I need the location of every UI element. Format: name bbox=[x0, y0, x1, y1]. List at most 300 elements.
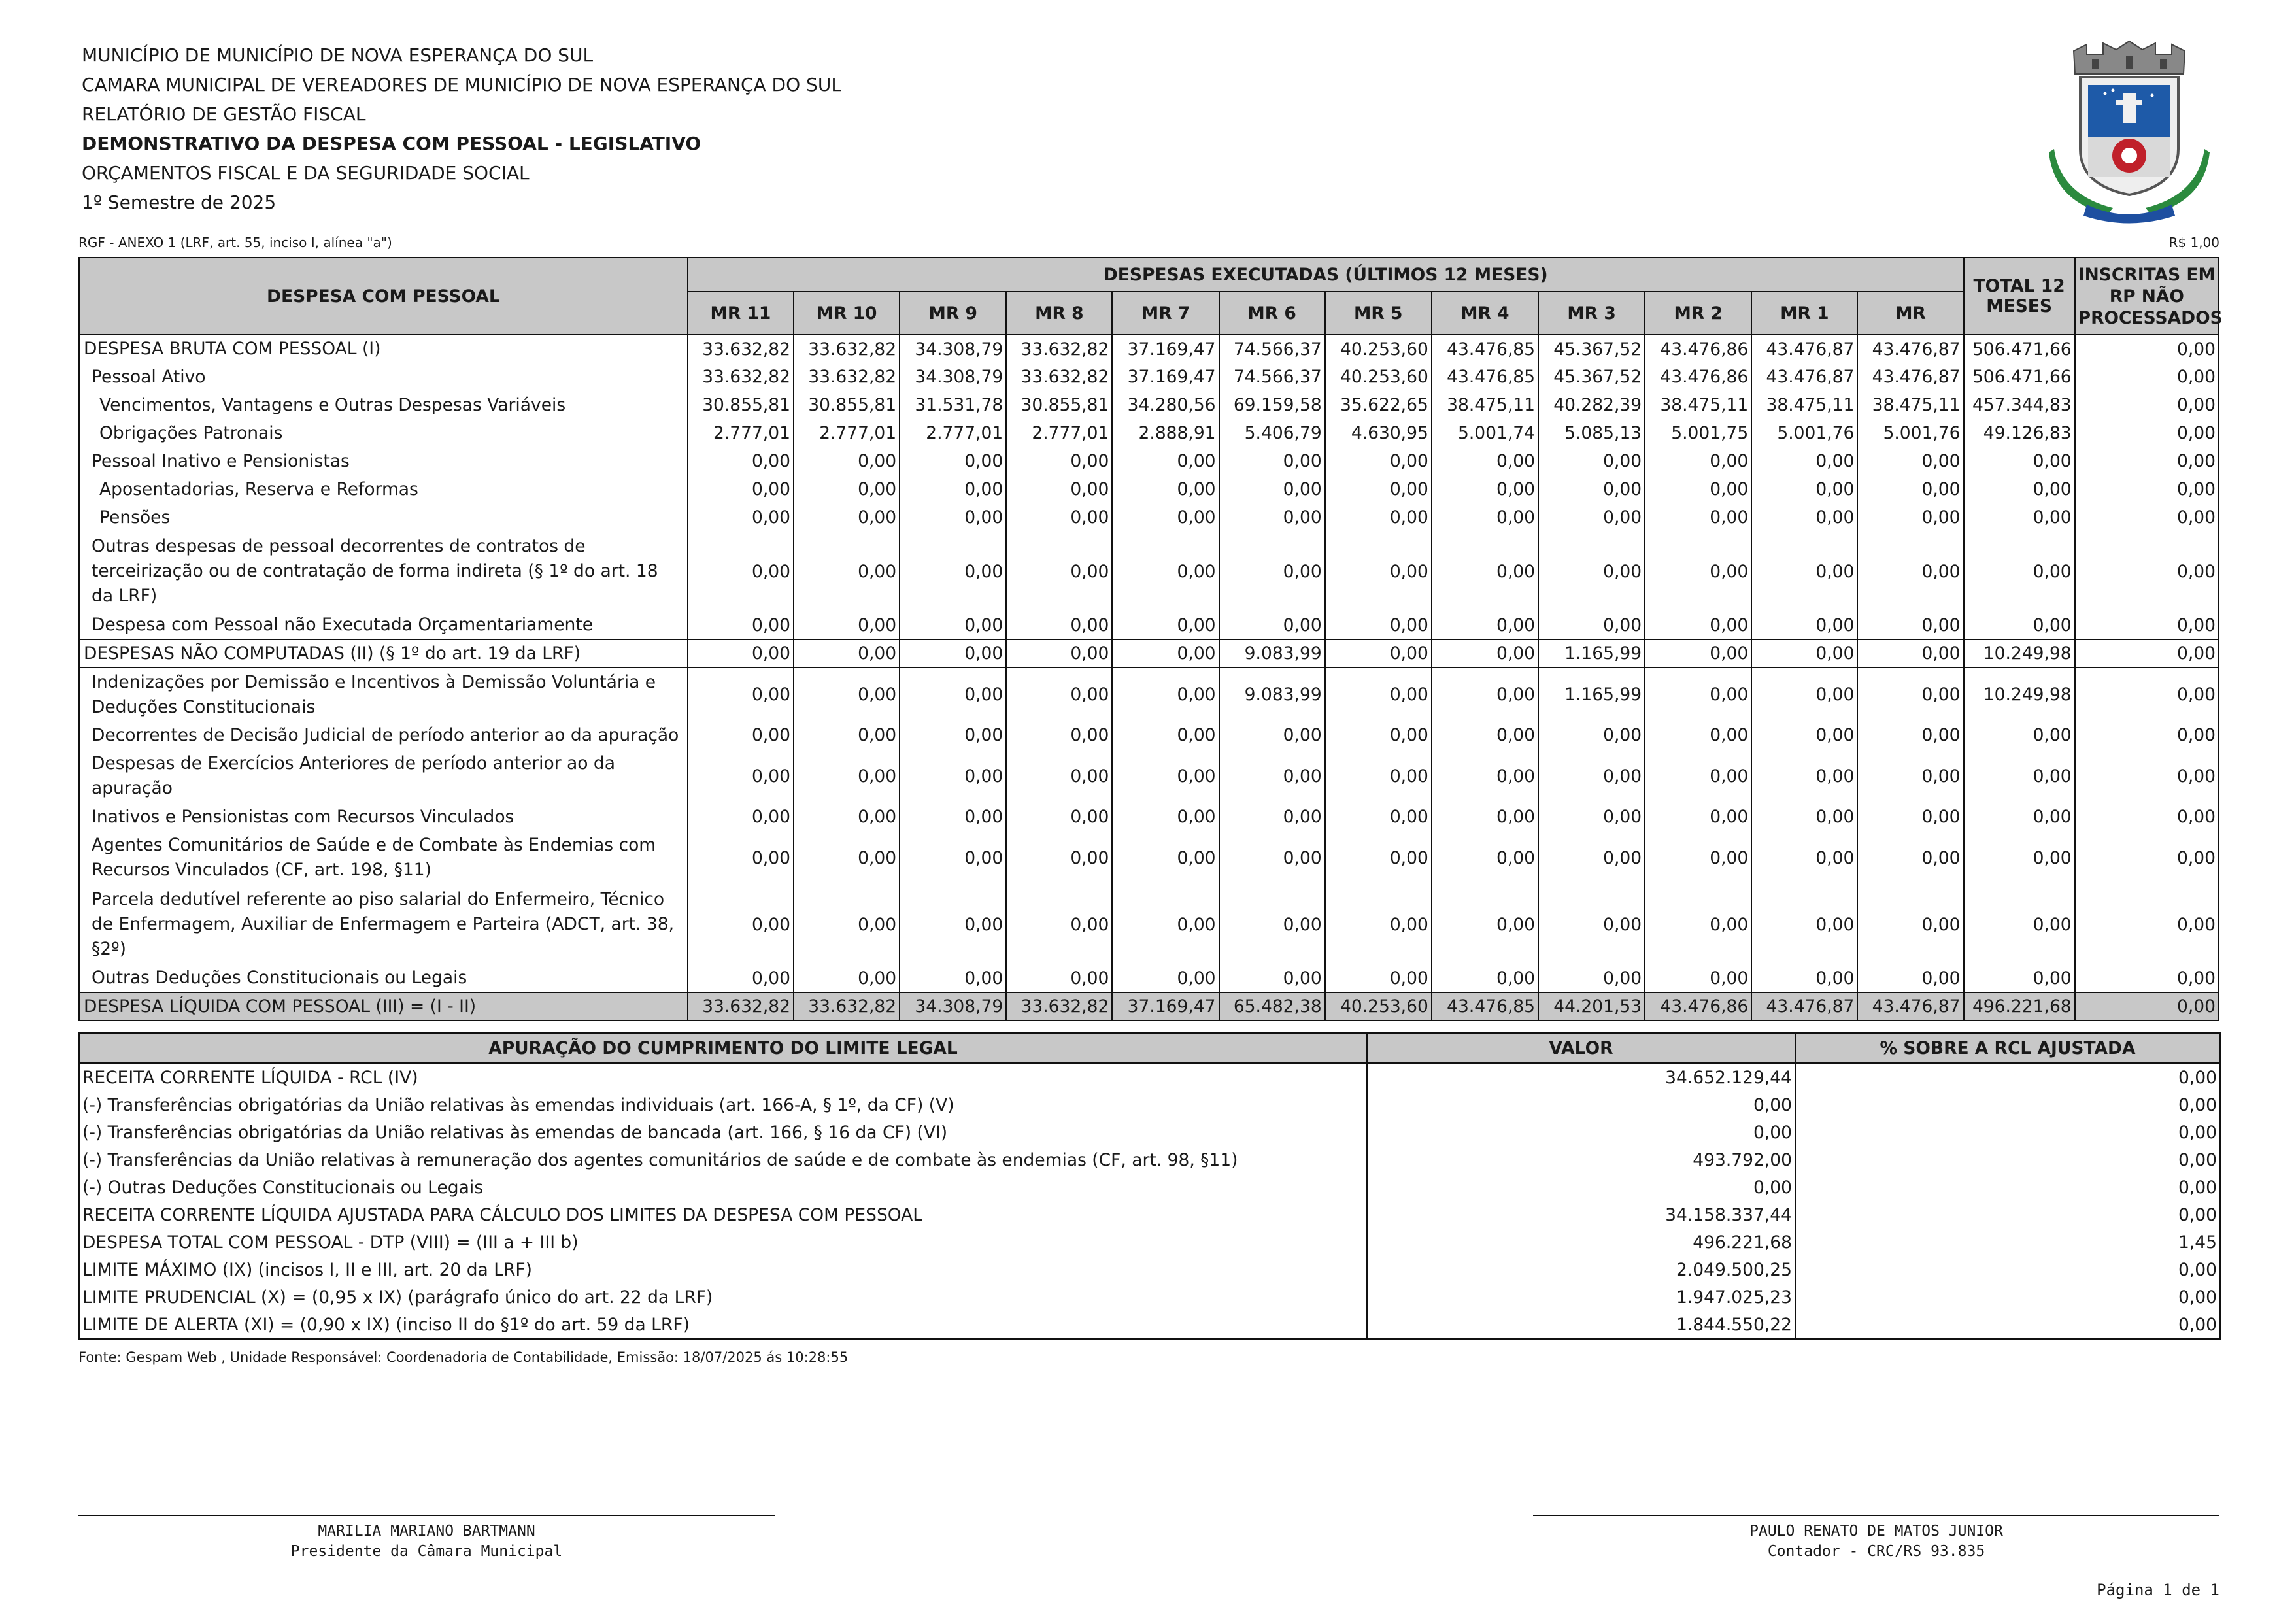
cell-value: 0,00 bbox=[1751, 503, 1857, 532]
cell-value: 0,00 bbox=[1006, 639, 1112, 668]
cell-value: 0,00 bbox=[1432, 475, 1538, 503]
table-row bbox=[79, 363, 2219, 391]
cell-value: 0,00 bbox=[1857, 885, 1963, 964]
cell-value: 0,00 bbox=[900, 964, 1006, 992]
cell-value: 0,00 bbox=[1538, 611, 1645, 639]
cell-value: 0,00 bbox=[794, 885, 900, 964]
col-header-month: MR 4 bbox=[1432, 292, 1538, 335]
row-label: Parcela dedutível referente ao piso salarial do Enfermeiro, Técnico de Enfermagem, Auxiliar de Enfermagem e Parteira (ADCT, art. 38, §2º) bbox=[79, 885, 688, 964]
row-label: Decorrentes de Decisão Judicial de período anterior ao da apuração bbox=[79, 721, 688, 749]
cell-value: 0,00 bbox=[794, 831, 900, 885]
cell-value: 34.308,79 bbox=[900, 335, 1006, 363]
cell-value: 0,00 bbox=[794, 447, 900, 475]
table-row bbox=[79, 532, 2219, 611]
cell-value: 0,00 bbox=[688, 503, 794, 532]
cell-value: 34.158.337,44 bbox=[1367, 1201, 1795, 1228]
cell-value: 0,00 bbox=[794, 639, 900, 668]
cell-value: 37.169,47 bbox=[1112, 992, 1219, 1021]
cell-value: 33.632,82 bbox=[794, 363, 900, 391]
cell-value: 0,00 bbox=[1112, 611, 1219, 639]
col-header-total: TOTAL 12 MESES bbox=[1964, 258, 2075, 335]
cell-value: 0,00 bbox=[2075, 803, 2219, 831]
legal-limit-table bbox=[78, 1032, 2221, 1340]
signature-name: PAULO RENATO DE MATOS JUNIOR bbox=[1749, 1523, 2003, 1540]
cell-value: 0,00 bbox=[2075, 503, 2219, 532]
cell-value: 43.476,85 bbox=[1432, 992, 1538, 1021]
cell-value: 0,00 bbox=[1367, 1174, 1795, 1201]
cell-percent: 0,00 bbox=[1795, 1256, 2220, 1283]
cell-value: 34.308,79 bbox=[900, 363, 1006, 391]
cell-percent: 0,00 bbox=[1795, 1311, 2220, 1339]
cell-value: 9.083,99 bbox=[1219, 668, 1325, 721]
row-label: Obrigações Patronais bbox=[79, 419, 688, 447]
cell-value: 0,00 bbox=[1367, 1119, 1795, 1146]
cell-value: 0,00 bbox=[688, 447, 794, 475]
cell-value: 43.476,85 bbox=[1432, 363, 1538, 391]
cell-value: 43.476,87 bbox=[1857, 363, 1963, 391]
cell-value: 0,00 bbox=[2075, 721, 2219, 749]
cell-value: 0,00 bbox=[1645, 721, 1751, 749]
cell-value: 33.632,82 bbox=[1006, 363, 1112, 391]
cell-value: 0,00 bbox=[1751, 668, 1857, 721]
row-label: Pessoal Ativo bbox=[79, 363, 688, 391]
cell-value: 0,00 bbox=[1219, 803, 1325, 831]
period: 1º Semestre de 2025 bbox=[82, 192, 277, 213]
cell-value: 0,00 bbox=[1964, 803, 2075, 831]
signature-name: MARILIA MARIANO BARTMANN bbox=[318, 1523, 535, 1540]
cell-value: 0,00 bbox=[1006, 503, 1112, 532]
table-row bbox=[79, 419, 2219, 447]
cell-value: 0,00 bbox=[794, 964, 900, 992]
table-row bbox=[79, 335, 2219, 363]
row-label: (-) Transferências obrigatórias da União relativas às emendas de bancada (art. 166, § 16 da CF) (VI) bbox=[79, 1119, 1367, 1146]
cell-value: 0,00 bbox=[688, 611, 794, 639]
col-header-percent: % SOBRE A RCL AJUSTADA bbox=[1795, 1033, 2220, 1063]
cell-value: 0,00 bbox=[2075, 532, 2219, 611]
row-label: DESPESA LÍQUIDA COM PESSOAL (III) = (I - II) bbox=[79, 992, 688, 1021]
signature-accountant bbox=[1533, 1515, 2219, 1562]
cell-value: 0,00 bbox=[1857, 721, 1963, 749]
cell-value: 74.566,37 bbox=[1219, 363, 1325, 391]
col-header-month: MR bbox=[1857, 292, 1963, 335]
cell-value: 0,00 bbox=[1006, 803, 1112, 831]
cell-value: 37.169,47 bbox=[1112, 363, 1219, 391]
cell-value: 0,00 bbox=[900, 721, 1006, 749]
cell-value: 0,00 bbox=[1006, 475, 1112, 503]
cell-value: 0,00 bbox=[1751, 532, 1857, 611]
cell-value: 43.476,87 bbox=[1857, 992, 1963, 1021]
col-header-month: MR 3 bbox=[1538, 292, 1645, 335]
cell-value: 0,00 bbox=[1006, 668, 1112, 721]
cell-value: 2.777,01 bbox=[1006, 419, 1112, 447]
cell-value: 0,00 bbox=[1538, 532, 1645, 611]
report-header bbox=[82, 41, 841, 217]
cell-value: 31.531,78 bbox=[900, 391, 1006, 419]
cell-value: 33.632,82 bbox=[1006, 335, 1112, 363]
col-header-description: DESPESA COM PESSOAL bbox=[79, 258, 688, 335]
table-row bbox=[79, 992, 2219, 1021]
col-header-month: MR 8 bbox=[1006, 292, 1112, 335]
row-label: DESPESA TOTAL COM PESSOAL - DTP (VIII) = (III a + III b) bbox=[79, 1228, 1367, 1256]
table-row bbox=[79, 1201, 2220, 1228]
cell-value: 5.001,76 bbox=[1857, 419, 1963, 447]
col-header-month: MR 9 bbox=[900, 292, 1006, 335]
cell-value: 493.792,00 bbox=[1367, 1146, 1795, 1174]
cell-value: 0,00 bbox=[1112, 639, 1219, 668]
row-label: Inativos e Pensionistas com Recursos Vinculados bbox=[79, 803, 688, 831]
cell-value: 0,00 bbox=[794, 475, 900, 503]
table-row bbox=[79, 475, 2219, 503]
budget-scope: ORÇAMENTOS FISCAL E DA SEGURIDADE SOCIAL bbox=[82, 162, 530, 184]
cell-value: 43.476,87 bbox=[1751, 363, 1857, 391]
cell-value: 0,00 bbox=[1432, 532, 1538, 611]
cell-value: 0,00 bbox=[2075, 391, 2219, 419]
cell-value: 1.947.025,23 bbox=[1367, 1283, 1795, 1311]
cell-value: 0,00 bbox=[1006, 964, 1112, 992]
cell-value: 0,00 bbox=[1219, 475, 1325, 503]
signature-role: Presidente da Câmara Municipal bbox=[290, 1543, 563, 1560]
cell-value: 74.566,37 bbox=[1219, 335, 1325, 363]
cell-value: 0,00 bbox=[1325, 639, 1432, 668]
cell-value: 0,00 bbox=[1219, 503, 1325, 532]
cell-value: 4.630,95 bbox=[1325, 419, 1432, 447]
row-label: LIMITE PRUDENCIAL (X) = (0,95 x IX) (parágrafo único do art. 22 da LRF) bbox=[79, 1283, 1367, 1311]
cell-value: 30.855,81 bbox=[688, 391, 794, 419]
cell-value: 0,00 bbox=[2075, 447, 2219, 475]
cell-percent: 0,00 bbox=[1795, 1283, 2220, 1311]
cell-value: 0,00 bbox=[1367, 1091, 1795, 1119]
cell-value: 43.476,87 bbox=[1751, 992, 1857, 1021]
cell-value: 0,00 bbox=[1645, 668, 1751, 721]
cell-value: 69.159,58 bbox=[1219, 391, 1325, 419]
cell-value: 0,00 bbox=[2075, 831, 2219, 885]
cell-value: 0,00 bbox=[1751, 885, 1857, 964]
cell-value: 0,00 bbox=[1325, 475, 1432, 503]
cell-value: 0,00 bbox=[794, 503, 900, 532]
cell-value: 43.476,85 bbox=[1432, 335, 1538, 363]
cell-value: 0,00 bbox=[1006, 831, 1112, 885]
cell-value: 33.632,82 bbox=[688, 992, 794, 1021]
cell-value: 1.844.550,22 bbox=[1367, 1311, 1795, 1339]
cell-value: 506.471,66 bbox=[1964, 363, 2075, 391]
cell-value: 2.888,91 bbox=[1112, 419, 1219, 447]
cell-value: 43.476,86 bbox=[1645, 335, 1751, 363]
cell-value: 0,00 bbox=[1538, 503, 1645, 532]
row-label: Despesa com Pessoal não Executada Orçamentariamente bbox=[79, 611, 688, 639]
row-label: (-) Outras Deduções Constitucionais ou Legais bbox=[79, 1174, 1367, 1201]
cell-value: 0,00 bbox=[794, 749, 900, 803]
cell-value: 0,00 bbox=[1964, 532, 2075, 611]
cell-value: 0,00 bbox=[1219, 447, 1325, 475]
cell-value: 34.652.129,44 bbox=[1367, 1063, 1795, 1091]
cell-value: 0,00 bbox=[688, 475, 794, 503]
cell-value: 0,00 bbox=[1325, 611, 1432, 639]
cell-value: 0,00 bbox=[900, 503, 1006, 532]
cell-value: 0,00 bbox=[1645, 503, 1751, 532]
table-row bbox=[79, 1311, 2220, 1339]
cell-value: 0,00 bbox=[1751, 447, 1857, 475]
cell-value: 0,00 bbox=[1751, 639, 1857, 668]
municipality-title: MUNICÍPIO DE MUNICÍPIO DE NOVA ESPERANÇA DO SUL bbox=[82, 44, 594, 66]
cell-value: 33.632,82 bbox=[794, 335, 900, 363]
cell-value: 0,00 bbox=[1432, 885, 1538, 964]
cell-value: 0,00 bbox=[1857, 639, 1963, 668]
cell-value: 0,00 bbox=[900, 447, 1006, 475]
table-row bbox=[79, 721, 2219, 749]
col-header-month: MR 6 bbox=[1219, 292, 1325, 335]
cell-percent: 0,00 bbox=[1795, 1174, 2220, 1201]
table-row bbox=[79, 447, 2219, 475]
cell-value: 0,00 bbox=[900, 831, 1006, 885]
cell-value: 0,00 bbox=[1219, 749, 1325, 803]
cell-value: 38.475,11 bbox=[1645, 391, 1751, 419]
cell-value: 0,00 bbox=[1964, 749, 2075, 803]
cell-value: 0,00 bbox=[1325, 749, 1432, 803]
cell-value: 5.001,74 bbox=[1432, 419, 1538, 447]
table-row bbox=[79, 885, 2219, 964]
cell-value: 0,00 bbox=[688, 831, 794, 885]
table-row bbox=[79, 1228, 2220, 1256]
cell-value: 0,00 bbox=[1325, 885, 1432, 964]
cell-value: 0,00 bbox=[1219, 611, 1325, 639]
cell-percent: 1,45 bbox=[1795, 1228, 2220, 1256]
row-label: Outras Deduções Constitucionais ou Legais bbox=[79, 964, 688, 992]
cell-value: 0,00 bbox=[1325, 447, 1432, 475]
signature-president bbox=[78, 1515, 775, 1562]
cell-value: 0,00 bbox=[1964, 885, 2075, 964]
cell-value: 44.201,53 bbox=[1538, 992, 1645, 1021]
table-row bbox=[79, 1283, 2220, 1311]
table-row bbox=[79, 668, 2219, 721]
cell-value: 43.476,87 bbox=[1751, 335, 1857, 363]
col-header-value: VALOR bbox=[1367, 1033, 1795, 1063]
cell-value: 506.471,66 bbox=[1964, 335, 2075, 363]
row-label: Aposentadorias, Reserva e Reformas bbox=[79, 475, 688, 503]
col-header-executed-group: DESPESAS EXECUTADAS (ÚLTIMOS 12 MESES) bbox=[688, 258, 1964, 292]
cell-value: 0,00 bbox=[794, 611, 900, 639]
source-note: Fonte: Gespam Web , Unidade Responsável: Coordenadoria de Contabilidade, Emissão: 18/07/2025 ás 10:28:55 bbox=[78, 1349, 849, 1365]
cell-value: 0,00 bbox=[2075, 335, 2219, 363]
cell-value: 0,00 bbox=[1751, 749, 1857, 803]
cell-value: 0,00 bbox=[1432, 721, 1538, 749]
cell-value: 0,00 bbox=[1325, 721, 1432, 749]
cell-value: 34.280,56 bbox=[1112, 391, 1219, 419]
cell-value: 0,00 bbox=[1219, 964, 1325, 992]
cell-value: 0,00 bbox=[1538, 721, 1645, 749]
cell-value: 40.253,60 bbox=[1325, 992, 1432, 1021]
cell-value: 0,00 bbox=[1645, 639, 1751, 668]
cell-value: 0,00 bbox=[1112, 532, 1219, 611]
cell-value: 30.855,81 bbox=[1006, 391, 1112, 419]
col-header-month: MR 7 bbox=[1112, 292, 1219, 335]
cell-value: 0,00 bbox=[688, 668, 794, 721]
table-row bbox=[79, 831, 2219, 885]
table-row bbox=[79, 1256, 2220, 1283]
cell-value: 43.476,87 bbox=[1857, 335, 1963, 363]
cell-value: 0,00 bbox=[1325, 532, 1432, 611]
cell-value: 2.777,01 bbox=[794, 419, 900, 447]
cell-value: 0,00 bbox=[2075, 475, 2219, 503]
cell-value: 9.083,99 bbox=[1219, 639, 1325, 668]
cell-percent: 0,00 bbox=[1795, 1063, 2220, 1091]
table-row bbox=[79, 1063, 2220, 1091]
cell-value: 0,00 bbox=[1219, 885, 1325, 964]
cell-value: 0,00 bbox=[2075, 668, 2219, 721]
cell-value: 0,00 bbox=[1432, 447, 1538, 475]
cell-value: 0,00 bbox=[900, 639, 1006, 668]
cell-value: 0,00 bbox=[1538, 964, 1645, 992]
row-label: LIMITE MÁXIMO (IX) (incisos I, II e III, art. 20 da LRF) bbox=[79, 1256, 1367, 1283]
cell-value: 0,00 bbox=[1645, 885, 1751, 964]
table-row bbox=[79, 1091, 2220, 1119]
table-row bbox=[79, 964, 2219, 992]
cell-value: 0,00 bbox=[1006, 447, 1112, 475]
cell-value: 0,00 bbox=[1432, 611, 1538, 639]
row-label: Vencimentos, Vantagens e Outras Despesas Variáveis bbox=[79, 391, 688, 419]
cell-value: 0,00 bbox=[900, 475, 1006, 503]
cell-value: 30.855,81 bbox=[794, 391, 900, 419]
cell-value: 45.367,52 bbox=[1538, 363, 1645, 391]
cell-value: 0,00 bbox=[1964, 831, 2075, 885]
cell-value: 0,00 bbox=[1538, 803, 1645, 831]
table-row bbox=[79, 803, 2219, 831]
cell-value: 0,00 bbox=[1645, 532, 1751, 611]
table-row bbox=[79, 1119, 2220, 1146]
cell-value: 0,00 bbox=[688, 885, 794, 964]
row-label: (-) Transferências obrigatórias da União relativas às emendas individuais (art. 166-A, § 1º, da CF) (V) bbox=[79, 1091, 1367, 1119]
cell-value: 0,00 bbox=[1645, 447, 1751, 475]
col-header-rp: INSCRITAS EM RP NÃO PROCESSADOS bbox=[2075, 258, 2219, 335]
cell-value: 0,00 bbox=[1432, 964, 1538, 992]
cell-value: 34.308,79 bbox=[900, 992, 1006, 1021]
cell-value: 0,00 bbox=[1112, 964, 1219, 992]
cell-value: 10.249,98 bbox=[1964, 668, 2075, 721]
cell-value: 0,00 bbox=[1325, 503, 1432, 532]
cell-value: 2.777,01 bbox=[900, 419, 1006, 447]
cell-value: 0,00 bbox=[794, 668, 900, 721]
cell-value: 0,00 bbox=[900, 532, 1006, 611]
cell-value: 0,00 bbox=[900, 749, 1006, 803]
table-row bbox=[79, 611, 2219, 639]
cell-value: 0,00 bbox=[1112, 475, 1219, 503]
cell-value: 65.482,38 bbox=[1219, 992, 1325, 1021]
cell-value: 0,00 bbox=[1751, 803, 1857, 831]
cell-value: 0,00 bbox=[1964, 611, 2075, 639]
cell-value: 0,00 bbox=[900, 611, 1006, 639]
cell-value: 0,00 bbox=[1964, 964, 2075, 992]
cell-value: 1.165,99 bbox=[1538, 668, 1645, 721]
cell-value: 0,00 bbox=[1432, 803, 1538, 831]
cell-value: 38.475,11 bbox=[1432, 391, 1538, 419]
table-row bbox=[79, 503, 2219, 532]
cell-value: 0,00 bbox=[1645, 831, 1751, 885]
cell-value: 40.253,60 bbox=[1325, 363, 1432, 391]
cell-value: 0,00 bbox=[1112, 885, 1219, 964]
cell-value: 0,00 bbox=[1645, 611, 1751, 639]
cell-value: 0,00 bbox=[1857, 668, 1963, 721]
cell-value: 0,00 bbox=[2075, 363, 2219, 391]
cell-value: 5.001,76 bbox=[1751, 419, 1857, 447]
cell-value: 33.632,82 bbox=[1006, 992, 1112, 1021]
cell-value: 2.049.500,25 bbox=[1367, 1256, 1795, 1283]
cell-value: 0,00 bbox=[688, 803, 794, 831]
col-header-month: MR 1 bbox=[1751, 292, 1857, 335]
cell-value: 0,00 bbox=[1964, 475, 2075, 503]
cell-percent: 0,00 bbox=[1795, 1201, 2220, 1228]
cell-value: 0,00 bbox=[1857, 749, 1963, 803]
cell-value: 40.253,60 bbox=[1325, 335, 1432, 363]
cell-value: 10.249,98 bbox=[1964, 639, 2075, 668]
cell-value: 0,00 bbox=[688, 639, 794, 668]
cell-value: 0,00 bbox=[1006, 721, 1112, 749]
cell-value: 0,00 bbox=[2075, 992, 2219, 1021]
col-header-limit-description: APURAÇÃO DO CUMPRIMENTO DO LIMITE LEGAL bbox=[79, 1033, 1367, 1063]
cell-value: 0,00 bbox=[1751, 964, 1857, 992]
cell-value: 0,00 bbox=[794, 803, 900, 831]
row-label: Indenizações por Demissão e Incentivos à Demissão Voluntária e Deduções Constitucionais bbox=[79, 668, 688, 721]
cell-value: 38.475,11 bbox=[1751, 391, 1857, 419]
row-label: DESPESAS NÃO COMPUTADAS (II) (§ 1º do art. 19 da LRF) bbox=[79, 639, 688, 668]
signature-role: Contador - CRC/RS 93.835 bbox=[1767, 1543, 1985, 1560]
cell-value: 0,00 bbox=[1538, 749, 1645, 803]
row-label: Outras despesas de pessoal decorrentes de contratos de terceirização ou de contratação de forma indireta (§ 1º do art. 18 da LRF) bbox=[79, 532, 688, 611]
cell-value: 0,00 bbox=[1538, 475, 1645, 503]
row-label: Agentes Comunitários de Saúde e de Combate às Endemias com Recursos Vinculados (CF, art. 198, §11) bbox=[79, 831, 688, 885]
cell-value: 0,00 bbox=[1964, 721, 2075, 749]
row-label: RECEITA CORRENTE LÍQUIDA AJUSTADA PARA CÁLCULO DOS LIMITES DA DESPESA COM PESSOAL bbox=[79, 1201, 1367, 1228]
col-header-month: MR 2 bbox=[1645, 292, 1751, 335]
cell-value: 0,00 bbox=[1432, 639, 1538, 668]
table-row bbox=[79, 1146, 2220, 1174]
cell-value: 33.632,82 bbox=[688, 363, 794, 391]
page-number: Página 1 de 1 bbox=[2097, 1581, 2219, 1599]
cell-value: 0,00 bbox=[900, 885, 1006, 964]
cell-value: 0,00 bbox=[900, 803, 1006, 831]
cell-value: 45.367,52 bbox=[1538, 335, 1645, 363]
cell-value: 0,00 bbox=[1006, 532, 1112, 611]
chamber-title: CAMARA MUNICIPAL DE VEREADORES DE MUNICÍPIO DE NOVA ESPERANÇA DO SUL bbox=[82, 74, 841, 95]
cell-value: 0,00 bbox=[2075, 639, 2219, 668]
cell-value: 5.406,79 bbox=[1219, 419, 1325, 447]
cell-value: 0,00 bbox=[2075, 964, 2219, 992]
cell-value: 0,00 bbox=[1112, 721, 1219, 749]
cell-value: 0,00 bbox=[1219, 532, 1325, 611]
cell-value: 0,00 bbox=[1432, 503, 1538, 532]
cell-value: 0,00 bbox=[2075, 749, 2219, 803]
cell-percent: 0,00 bbox=[1795, 1146, 2220, 1174]
cell-value: 0,00 bbox=[2075, 419, 2219, 447]
col-header-month: MR 5 bbox=[1325, 292, 1432, 335]
cell-percent: 0,00 bbox=[1795, 1119, 2220, 1146]
cell-value: 0,00 bbox=[1325, 964, 1432, 992]
col-header-month: MR 10 bbox=[794, 292, 900, 335]
row-label: DESPESA BRUTA COM PESSOAL (I) bbox=[79, 335, 688, 363]
table-row bbox=[79, 639, 2219, 668]
cell-value: 0,00 bbox=[1964, 447, 2075, 475]
cell-value: 0,00 bbox=[1645, 475, 1751, 503]
cell-value: 0,00 bbox=[1751, 831, 1857, 885]
cell-value: 0,00 bbox=[1857, 803, 1963, 831]
table-row bbox=[79, 1174, 2220, 1201]
table-row bbox=[79, 391, 2219, 419]
table-row bbox=[79, 749, 2219, 803]
cell-value: 0,00 bbox=[1538, 831, 1645, 885]
cell-value: 496.221,68 bbox=[1964, 992, 2075, 1021]
cell-value: 1.165,99 bbox=[1538, 639, 1645, 668]
cell-value: 0,00 bbox=[1432, 749, 1538, 803]
cell-value: 0,00 bbox=[1857, 964, 1963, 992]
cell-value: 0,00 bbox=[1751, 475, 1857, 503]
